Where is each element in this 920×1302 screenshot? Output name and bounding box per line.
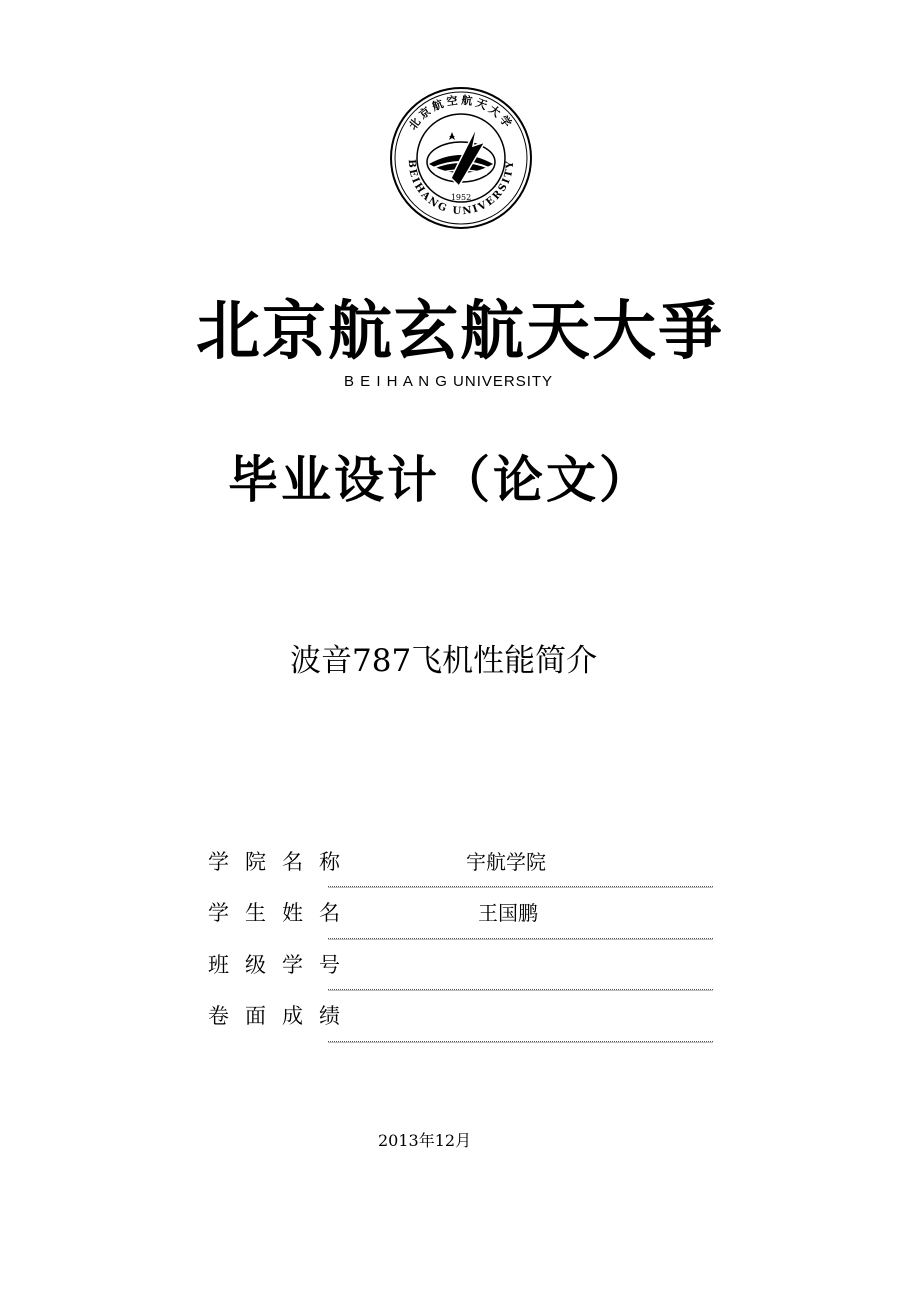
fill-line: [328, 938, 713, 940]
thesis-title: 波音787飞机性能简介: [290, 643, 598, 679]
university-name-english: B E I H A N G UNIVERSITY: [344, 373, 554, 390]
seal-name-bottom: BEIHANG UNIVERSITY: [405, 159, 517, 218]
university-name: 北京航玄航天大爭: [196, 295, 724, 369]
seal-name-top: 北京航空航天大学: [406, 93, 516, 133]
submission-date: 2013年12月: [378, 1131, 472, 1150]
info-label: 卷面成绩: [208, 1004, 356, 1028]
info-label: 学生姓名: [208, 901, 356, 925]
document-type-heading: 毕业设计（论文）: [228, 451, 652, 509]
info-label: 学院名称: [208, 850, 356, 874]
seal-year: 1952: [450, 193, 472, 202]
info-value: 宇航学院: [466, 850, 546, 874]
info-row-class-id: [208, 951, 718, 991]
university-seal-icon: [389, 86, 533, 230]
info-row-college: [208, 848, 718, 888]
info-value: 王国鹏: [478, 901, 538, 925]
fill-line: [328, 989, 713, 991]
info-label: 班级学号: [208, 953, 356, 977]
info-row-exam-score: [208, 1002, 718, 1042]
fill-line: [328, 886, 713, 888]
info-row-student-name: [208, 899, 718, 939]
fill-line: [328, 1041, 713, 1043]
